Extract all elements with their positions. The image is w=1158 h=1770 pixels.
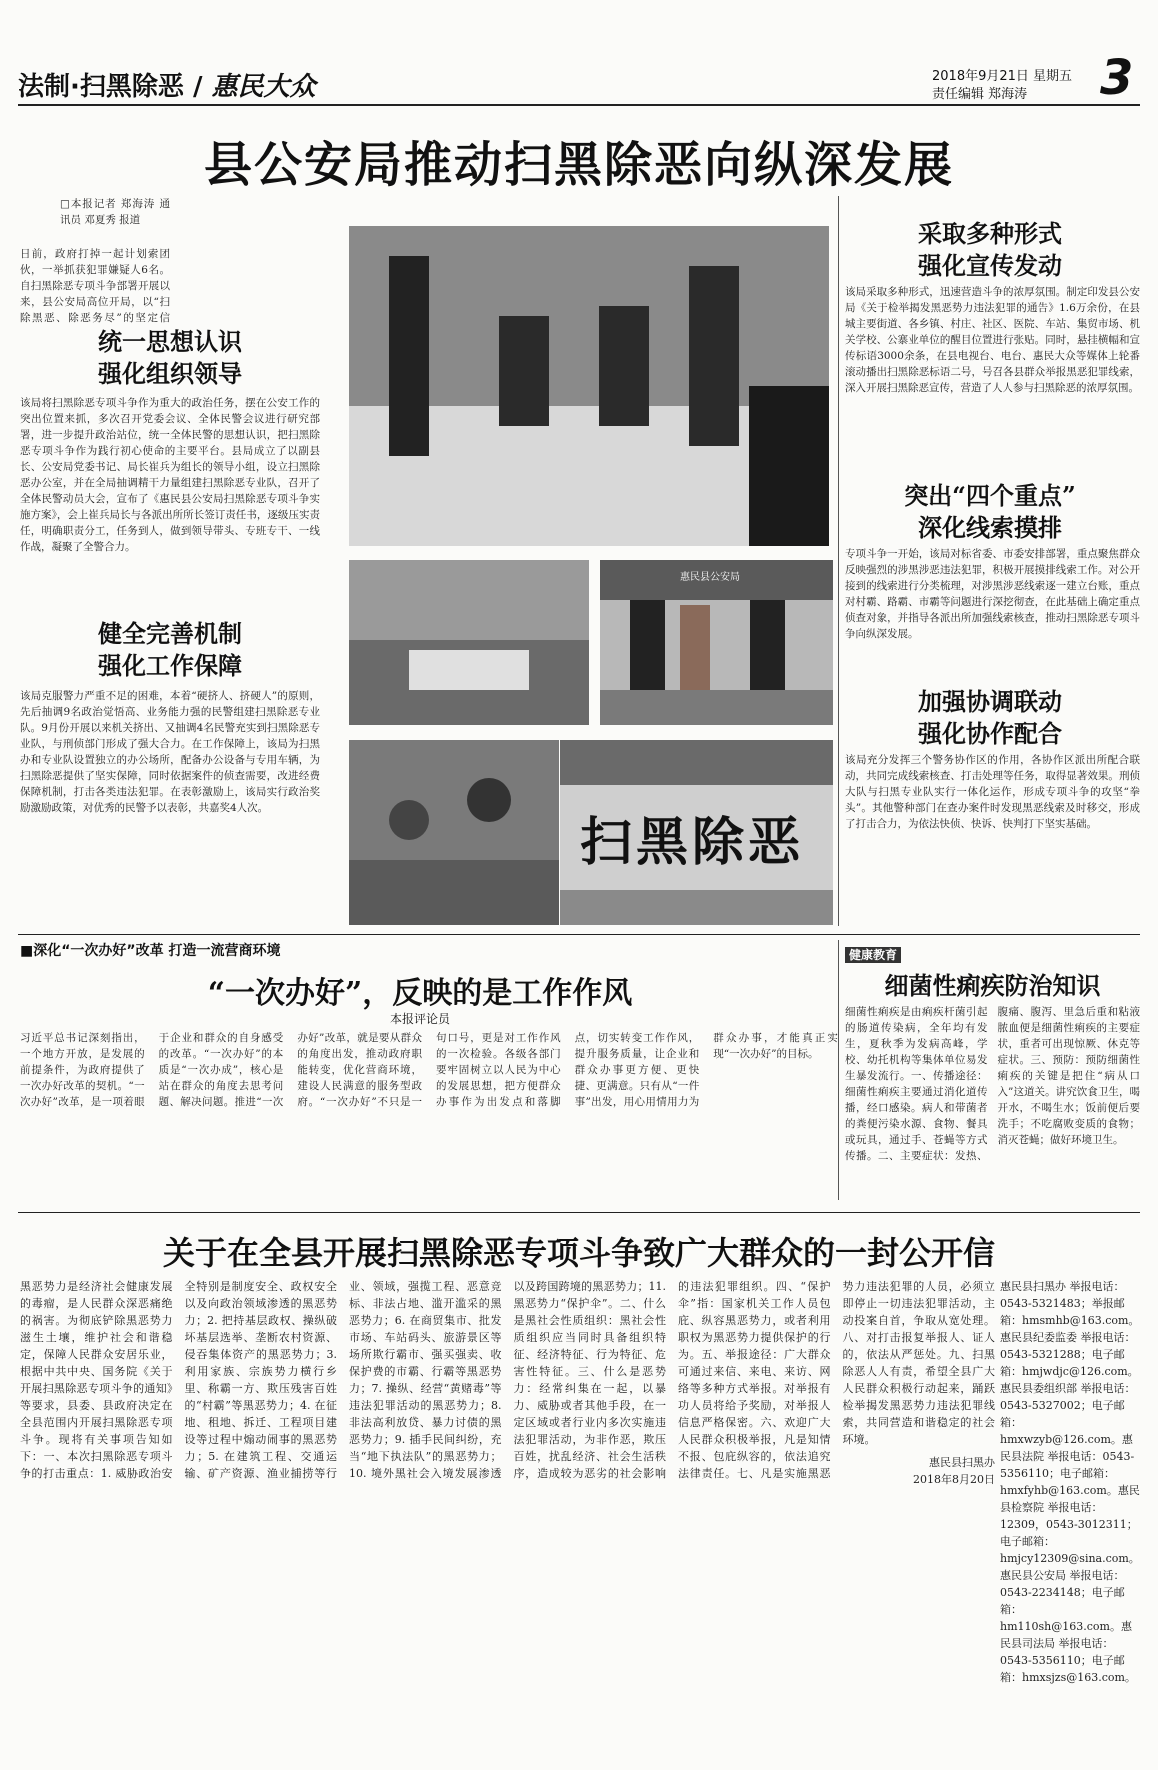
commentary-tag: ■深化“一次办好”改革 打造一流营商环境 xyxy=(20,943,281,959)
subhead-2: 健全完善机制 强化工作保障 xyxy=(98,619,242,680)
page-number: 3 xyxy=(1100,50,1134,106)
meeting-sign: 惠民县公安局 xyxy=(680,572,740,583)
open-letter-headline: 关于在全县开展扫黑除恶专项斗争致广大群众的一封公开信 xyxy=(162,1234,995,1272)
open-letter-text: 黑恶势力是经济社会健康发展的毒瘤，是人民群众深恶痛绝的祸害。为彻底铲除黑恶势力滋生土壤，维护社会和谐稳定，保障人民群众安居乐业，根据中共中央、国务院《关于开展扫黑除恶专项斗争的通知》等要求，县委、县政府决定在全县范围内开展扫黑除恶专项斗争。现将有关事项告知如下：一、本次扫黑除恶专项斗争的打击重点：1. 威胁政治安全特别是制度安全、政权安全以及向政治领域渗透的黑恶势力；2. 把持基层政权、操纵破坏基层选举、垄断农村资源、侵吞集体资产的黑恶势力；3. 利用家族、宗族势力横行乡里、称霸一方、欺压残害百姓的“村霸”等黑恶势力；4. 在征地、租地、拆迁、工程项目建设等过程中煽动闹事的黑恶势力；5. 在建筑工程、交通运输、矿产资源、渔业捕捞等行业、领域，强揽工程、恶意竞标、非法占地、滥开滥采的黑恶势力；6. 在商贸集市、批发市场、车站码头、旅游景区等场所欺行霸市、强买强卖、收保护费的市霸、行霸等黑恶势力；7. 操纵、经营“黄赌毒”等违法犯罪活动的黑恶势力；8. 非法高利放贷、暴力讨债的黑恶势力；9. 插手民间纠纷，充当“地下执法队”的黑恶势力；10. 境外黑社会入境发展渗透以及跨国跨境的黑恶势力；11. 黑恶势力“保护伞”。二、什么是黑社会性质组织：黑社会性质组织应当同时具备组织特征、经济特征、行为特征、危害性特征。三、什么是恶势力：经常纠集在一起，以暴力、威胁或者其他手段，在一定区域或者行业内多次实施违法犯罪活动，为非作恶，欺压百姓，扰乱经济、社会生活秩序，造成较为恶劣的社会影响的违法犯罪组织。四、“保护伞”指：国家机关工作人员包庇、纵容黑恶势力，或者利用职权为黑恶势力提供保护的行为。五、举报途径：广大群众可通过来信、来电、来访、网络等多种方式举报。对举报有功人员将给予奖励，对举报人信息严格保密。六、欢迎广大人民群众积极举报，凡是知情不报、包庇纵容的，依法追究法律责任。七、凡是实施黑恶势力违法犯罪的人员，必须立即停止一切违法犯罪活动，主动投案自首，争取从宽处理。八、对打击报复举报人、证人的，依法从严惩处。九、扫黑除恶人人有责，希望全县广大人民群众积极行动起来，踊跃检举揭发黑恶势力违法犯罪线索，共同营造和谐稳定的社会环境。 惠民县扫黑办 2018年8月20日 xyxy=(20,1280,995,1486)
section-1-text: 该局将扫黑除恶专项斗争作为重大的政治任务，摆在公安工作的突出位置来抓，多次召开党委会议、全体民警会议进行研究部署，进一步提升政治站位，统一全体民警的思想认识，把扫黑除恶专项斗争作为践行初心使命的主要平台。县局成立了以副县长、公安局党委书记、局长崔兵为组长的领导小组，设立扫黑除恶办公室，并在全局抽调精干力量组建扫黑除恶专业队，召开了全体民警动员大会，宣布了《惠民县公安局扫黑除恶专项斗争实施方案》，会上崔兵局长与各派出所所长签订责任书，逐级压实责任，明确职责分工，任务到人，做到领导带头、专班专干、一线作战，凝聚了全警合力。 xyxy=(20,397,320,553)
officer-figure xyxy=(389,256,429,456)
column-divider xyxy=(838,196,839,926)
issue-date: 2018年9月21日 星期五 xyxy=(932,69,1073,84)
lead-text: 日前，政府打掉一起计划索团伙，一举抓获犯罪嫌疑人6名。自扫黑除恶专项斗争部署开展以来，县公安局高位开局，以“扫除黑恶、除恶务尽”的坚定信 xyxy=(20,248,170,324)
commentary-text: 习近平总书记深刻指出，一个地方开放，是发展的前提条件，为政府提供了一次办好改革的契机。“一次办好”改革，是一项着眼于企业和群众的自身感受的改革。“一次办好”的本质是“一次办成”，核心是站在群众的角度去思考问题、解决问题。推进“一次办好”改革，就是要从群众的角度出发，推动政府职能转变，优化营商环境，建设人民满意的服务型政府。“一次办好”不只是一句口号，更是对工作作风的一次检验。各级各部门要牢固树立以人民为中心的发展思想，把方便群众办事作为出发点和落脚点，切实转变工作作风，提升服务质量，让企业和群众办事更方便、更快捷、更满意。只有从“一件事”出发，用心用情用力为群众办事，才能真正实现“一次办好”的目标。 xyxy=(20,1032,838,1108)
letter-signature: 惠民县扫黑办 xyxy=(929,1456,995,1469)
subhead-4: 突出“四个重点” 深化线索摸排 xyxy=(904,481,1076,542)
section-title: 法制·扫黑除恶 / 惠民大众 xyxy=(18,72,316,102)
section-3-text: 该局采取多种形式，迅速营造斗争的浓厚氛围。制定印发县公安局《关于检举揭发黑恶势力违法犯罪的通告》1.6万余份，在县城主要街道、各乡镇、村庄、社区、医院、车站、集贸市场、机关学校、公寨业单位的醒目位置进行张贴。同时，悬挂横幅和宣传标语3000余条，在县电视台、电台、惠民大众等媒体上轮番滚动播出扫黑除恶标语二号，号召各县群众举报黑恶犯罪线索，深入开展扫黑除恶宣传，营造了人人参与扫黑除恶的浓厚氛围。 xyxy=(845,286,1140,394)
contact-list: 惠民县扫黑办 举报电话：0543-5321483；举报邮箱：hmsmhb@163.com。惠民县纪委监委 举报电话：0543-5321288；电子邮箱：hmjwdjc@126.com。惠民县委组织部 举报电话：0543-5327002；电子邮箱：hmxwzyb@126.com。惠民县法院 举报电话：0543-5356110；电子邮箱：hmxfyhb@163.com。惠民县检察院 举报电话：12309，0543-3012311；电子邮箱：hmjcy12309@sina.com。惠民县公安局 举报电话：0543-2234148；电子邮箱：hm110sh@163.com。惠民县司法局 举报电话：0543-5356110；电子邮箱：hmxsjzs@163.com。 xyxy=(1000,1280,1140,1684)
photo-signing xyxy=(349,226,829,546)
health-tag: 健康教育 xyxy=(845,944,901,963)
wall-slogan: 扫黑除恶 xyxy=(580,812,805,873)
commentary-headline: “一次办好”，反映的是工作作风 xyxy=(207,976,633,1011)
main-headline: 县公安局推动扫黑除恶向纵深发展 xyxy=(203,137,954,193)
editor-name: 责任编辑 郑海涛 xyxy=(932,87,1028,102)
commentary-byline: 本报评论员 xyxy=(389,1012,450,1026)
subhead-1: 统一思想认识 强化组织领导 xyxy=(98,327,242,388)
subhead-3: 采取多种形式 强化宣传发动 xyxy=(918,219,1062,280)
mid-rule xyxy=(18,934,1140,935)
photo-street xyxy=(349,740,559,925)
brand-logo: 惠民大众 xyxy=(211,72,316,102)
signing-image xyxy=(349,226,829,546)
health-headline: 细菌性痢疾防治知识 xyxy=(884,971,1101,1000)
section-2-text: 该局克服警力严重不足的困难，本着“硬挤人、挤硬人”的原则，先后抽调9名政治觉悟高、业务能力强的民警组建扫黑除恶专业队。9月份开展以来机关挤出、又抽调4名民警充实到扫黑除恶专业队，与刑侦部门形成了强大合力。在工作保障上，该局为扫黑办和专业队设置独立的办公场所，配备办公设备与专用车辆，为扫黑除恶提供了坚实保障，同时依据案件的侦查需要，改进经费保障机制，打击各类违法犯罪。在表彰激励上，该局实行政治奖励激励政策，对优秀的民警予以表彰，共嘉奖4人次。 xyxy=(20,690,320,814)
photo-meeting xyxy=(349,560,589,725)
photo-wall xyxy=(560,740,833,925)
letter-date: 2018年8月20日 xyxy=(913,1473,995,1486)
section-5-text: 该局充分发挥三个警务协作区的作用，各协作区派出所配合联动，共同完成线索核查、打击处理等任务，取得显著效果。刑侦大队与扫黑专业队实行一体化运作，形成专项斗争的攻坚“拳头”。其他警种部门在查办案件时发现黑恶线索及时移交，形成了打击合力，为依法快侦、快诉、快判打下坚实基础。 xyxy=(845,754,1140,830)
health-text: 细菌性痢疾是由痢疾杆菌引起的肠道传染病，全年均有发生，夏秋季为发病高峰，学校、幼托机构等集体单位易发生暴发流行。一、传播途径：细菌性痢疾主要通过消化道传播，经口感染。病人和带菌者的粪便污染水源、食物、餐具或玩具，通过手、苍蝇等方式传播。二、主要症状：发热、腹痛、腹泻、里急后重和粘液脓血便是细菌性痢疾的主要症状，重者可出现惊厥、休克等症状。三、预防：预防细菌性痢疾的关键是把住“病从口入”这道关。讲究饮食卫生，喝开水，不喝生水；饭前便后要洗手；不吃腐败变质的食物；消灭苍蝇；做好环境卫生。 xyxy=(845,1006,1140,1162)
header-rule xyxy=(18,104,1140,106)
header-meta xyxy=(932,68,1072,104)
health-divider xyxy=(838,940,839,1200)
photo-suspects xyxy=(600,560,833,725)
section-4-text: 专项斗争一开始，该局对标省委、市委安排部署，重点聚焦群众反映强烈的涉黑涉恶违法犯罪，积极开展摸排线索工作。对公开接到的线索进行分类梳理，对涉黑涉恶线索逐一建立台账，重点对村霸、路霸、市霸等问题进行深挖彻查，在此基础上确定重点侦查对象，并指导各派出所加强线索核查，推动扫黑除恶专项斗争向纵深发展。 xyxy=(845,548,1140,640)
subhead-5: 加强协调联动 强化协作配合 xyxy=(918,687,1062,748)
bottom-rule xyxy=(18,1212,1140,1213)
byline: □本报记者 郑海涛 通讯员 邓夏秀 报道 xyxy=(60,198,170,226)
